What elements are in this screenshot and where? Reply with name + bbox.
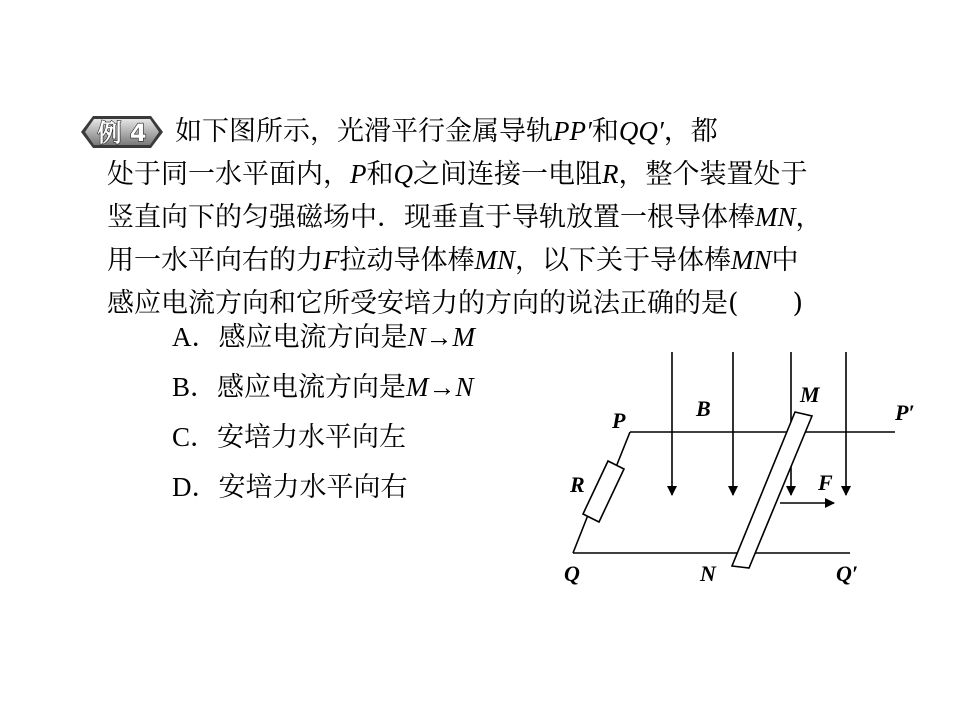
question-line-2: [107, 153, 937, 196]
circuit-figure: [550, 340, 930, 604]
text-span: 用一水平向右的力: [107, 245, 323, 276]
text-span: 中: [771, 245, 799, 276]
text-span: 如下图所示，光滑平行金属导轨: [175, 116, 553, 147]
text-span: 和: [366, 159, 394, 190]
text-span: 和: [591, 116, 619, 147]
option-label: A．: [172, 322, 219, 352]
text-span: 之间连接一电阻: [413, 159, 602, 190]
question-text: [97, 110, 937, 325]
label-n: N: [700, 561, 716, 586]
option-label: C．: [172, 422, 218, 452]
option-text: 安培力水平向右: [218, 472, 408, 503]
text-span: ，以下关于导体棒: [515, 245, 731, 276]
text-span: ，: [795, 202, 823, 233]
option-math: N→M: [407, 322, 475, 352]
label-q-prime: Q′: [836, 561, 859, 586]
rod-mn: MN: [755, 202, 796, 232]
rod-mn: MN: [731, 245, 772, 275]
example-badge: [79, 114, 165, 150]
label-f: F: [818, 470, 833, 495]
point-q: Q: [393, 159, 413, 189]
force-f: F: [323, 245, 340, 275]
option-a[interactable]: [172, 314, 475, 364]
example-badge-text: 例 4: [97, 119, 147, 147]
option-text: 感应电流方向是: [217, 372, 407, 403]
wire-r-q: [573, 515, 588, 553]
text-span: 感应电流方向和它所受安培力的方向的说法正确的是( ): [107, 288, 804, 319]
question-line-1: [97, 110, 937, 153]
wire-p-r: [616, 432, 630, 467]
rail-pp-label: PP′: [553, 116, 592, 146]
label-q: Q: [564, 561, 580, 586]
option-math: M→N: [406, 372, 474, 402]
rail-qq-label: QQ′: [618, 116, 664, 146]
label-b: B: [696, 396, 711, 421]
text-span: 拉动导体棒: [339, 245, 475, 276]
option-label: D．: [172, 472, 219, 502]
option-c[interactable]: [172, 414, 475, 464]
label-m: M: [800, 382, 820, 407]
rod-mn: MN: [474, 245, 515, 275]
resistor-r: R: [602, 159, 619, 189]
question-line-3: [107, 196, 937, 239]
conductor-rod: [732, 412, 812, 568]
circuit-diagram: [550, 340, 930, 600]
text-span: 处于同一水平面内，: [107, 159, 350, 190]
option-b[interactable]: [172, 364, 475, 414]
options-list: [172, 314, 475, 514]
option-d[interactable]: [172, 464, 475, 514]
point-p: P: [350, 159, 367, 189]
label-p-prime: P′: [895, 400, 915, 425]
resistor: [583, 461, 624, 522]
question-line-4: [107, 239, 937, 282]
label-r: R: [570, 472, 585, 497]
option-text: 安培力水平向左: [217, 422, 407, 453]
text-span: ，都: [663, 116, 718, 147]
label-p: P: [612, 408, 626, 433]
option-label: B．: [172, 372, 218, 402]
option-text: 感应电流方向是: [218, 322, 408, 353]
text-span: ，整个装置处于: [618, 159, 808, 190]
text-span: 竖直向下的匀强磁场中．现垂直于导轨放置一根导体棒: [107, 202, 755, 233]
